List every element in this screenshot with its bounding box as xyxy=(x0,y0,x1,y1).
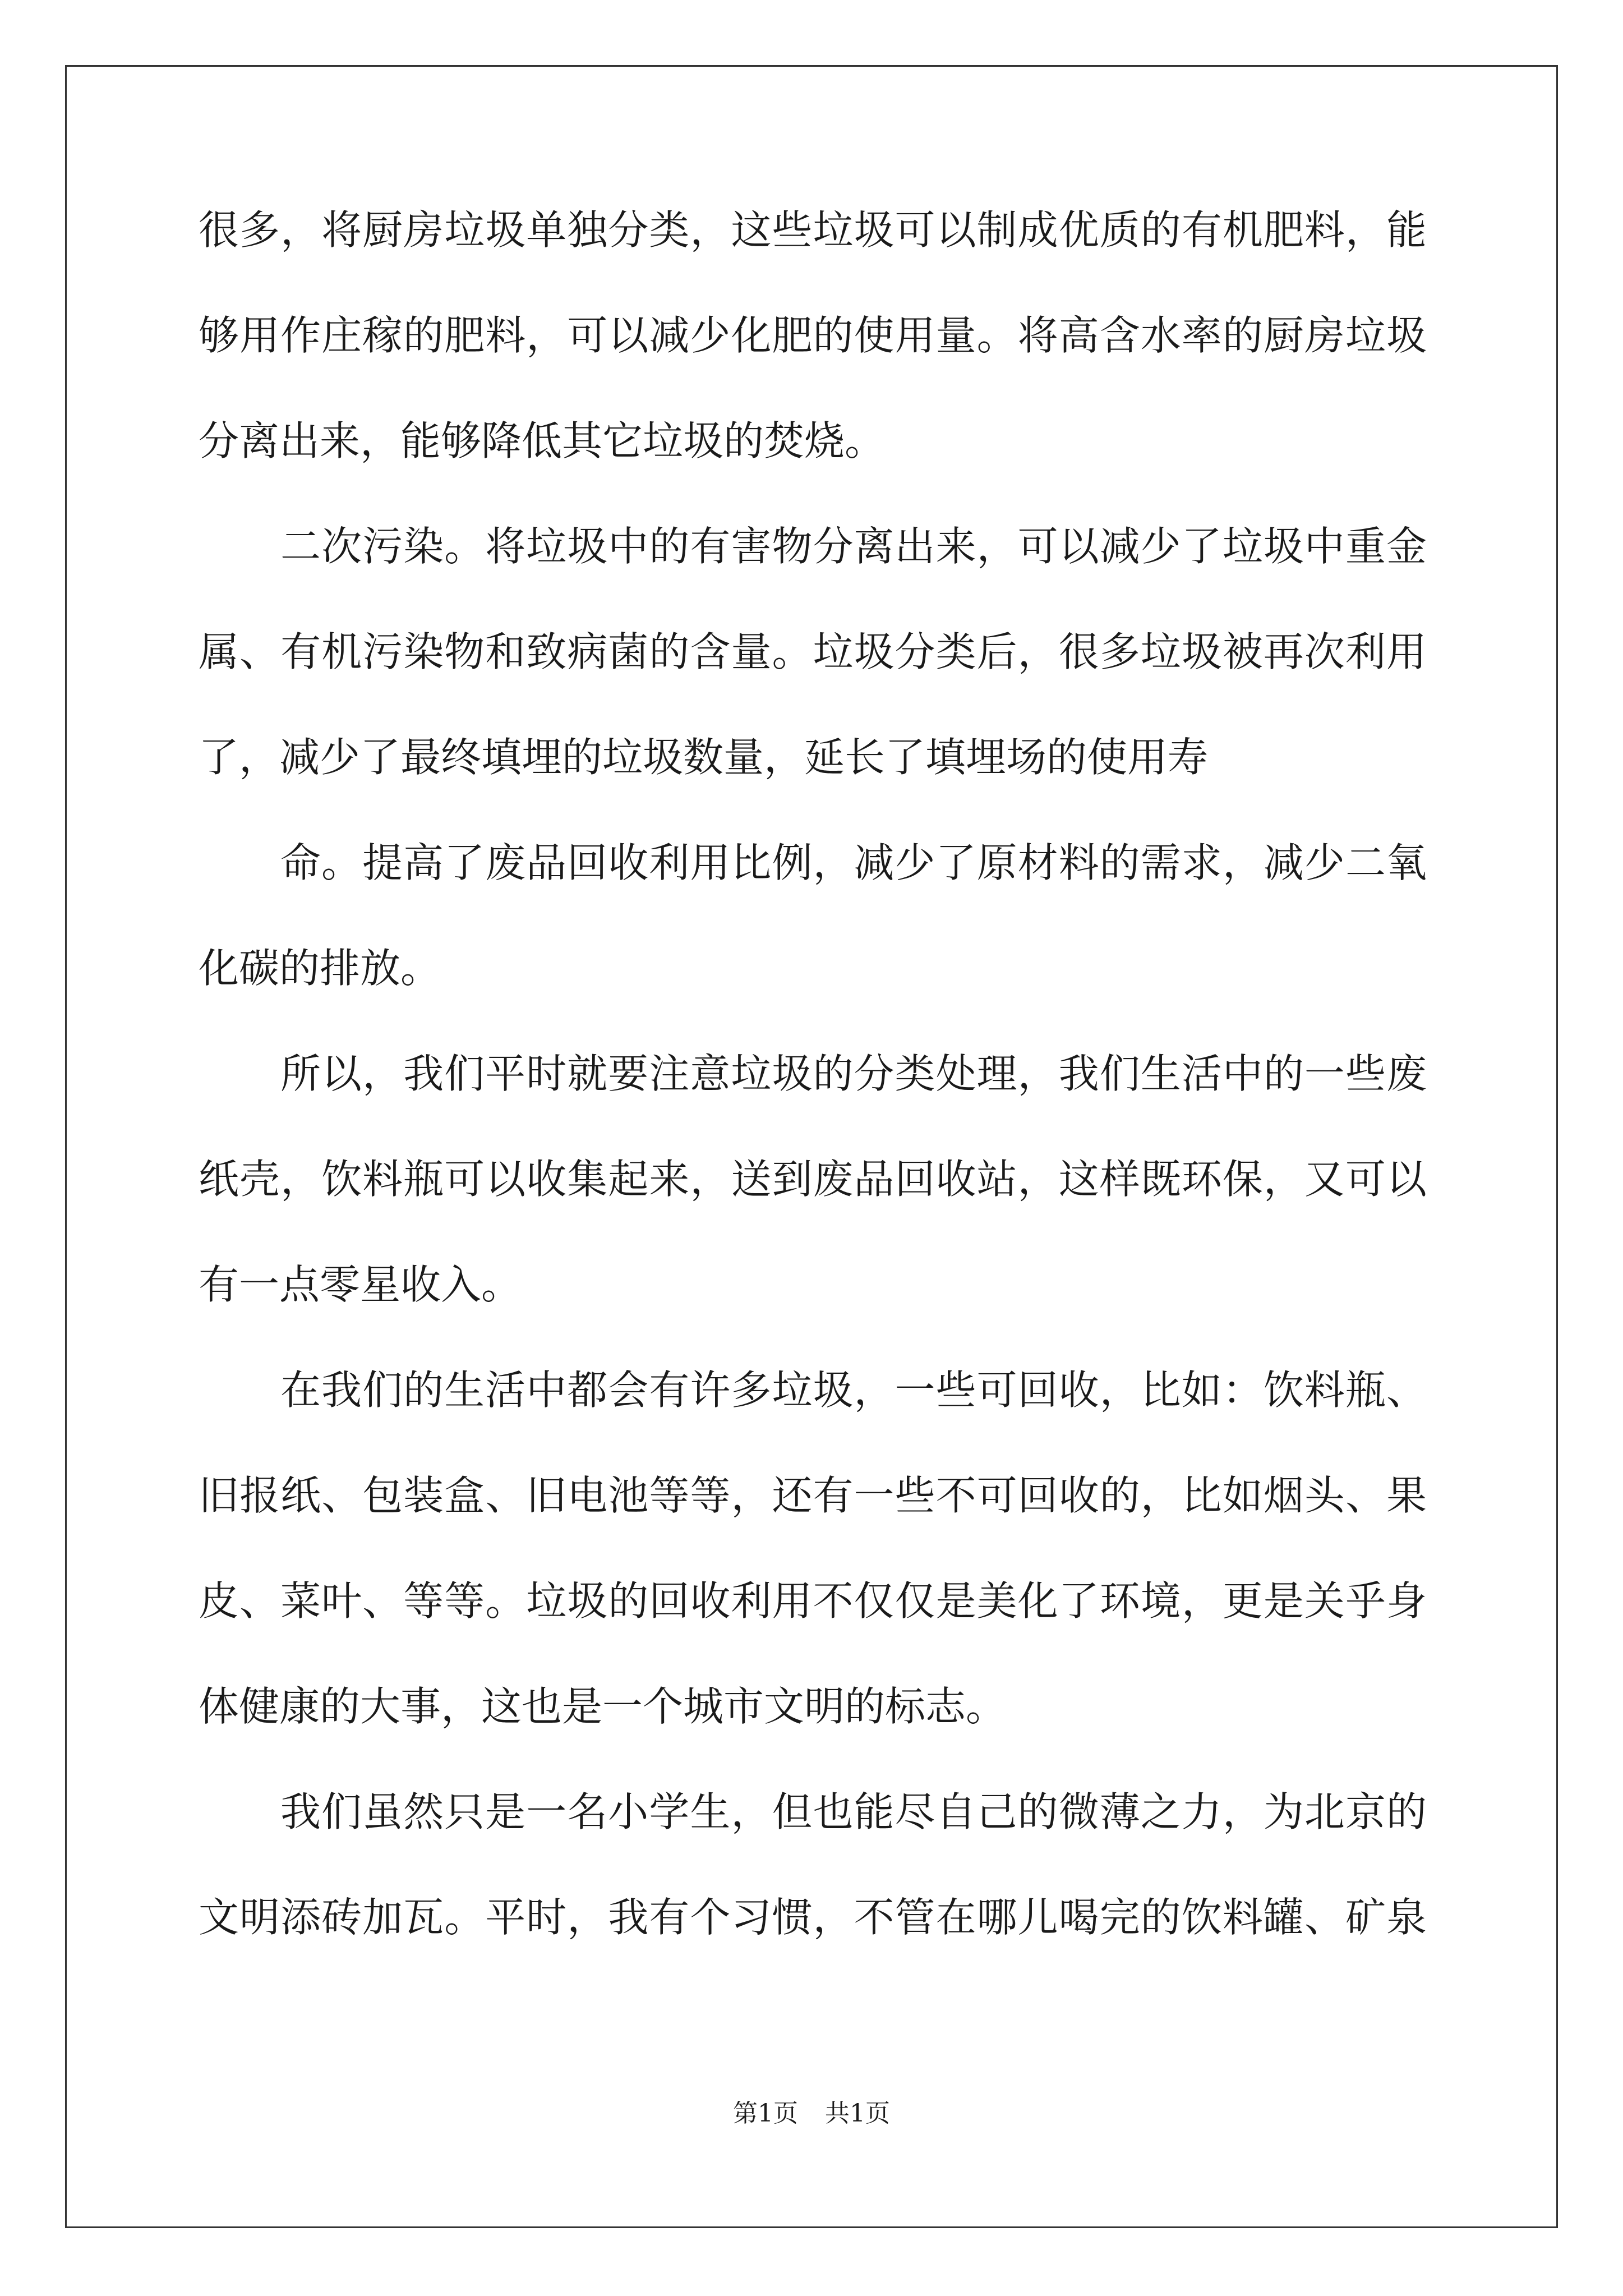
text-line: 属、有机污染物和致病菌的含量。垃圾分类后，很多垃圾被再次利用 xyxy=(199,628,1427,675)
text-line: 二次污染。将垃圾中的有害物分离出来，可以减少了垃圾中重金 xyxy=(280,523,1427,570)
text-line: 有一点零星收入。 xyxy=(199,1261,522,1308)
page-number: 第1页 xyxy=(733,2099,798,2128)
text-line: 所以，我们平时就要注意垃圾的分类处理，我们生活中的一些废 xyxy=(280,1050,1427,1097)
page-footer xyxy=(0,2097,1623,2131)
text-line: 文明添砖加瓦。平时，我有个习惯，不管在哪儿喝完的饮料罐、矿泉 xyxy=(199,1894,1427,1941)
text-line: 旧报纸、包装盒、旧电池等等，还有一些不可回收的，比如烟头、果 xyxy=(199,1472,1427,1519)
text-line: 皮、菜叶、等等。垃圾的回收利用不仅仅是美化了环境，更是关乎身 xyxy=(199,1577,1427,1625)
text-line: 化碳的排放。 xyxy=(199,945,441,992)
text-line: 体健康的大事，这也是一个城市文明的标志。 xyxy=(199,1683,1007,1730)
text-line: 在我们的生活中都会有许多垃圾，一些可回收，比如：饮料瓶、 xyxy=(280,1366,1427,1414)
text-line: 够用作庄稼的肥料，可以减少化肥的使用量。将高含水率的厨房垃圾 xyxy=(199,312,1427,359)
text-line: 纸壳，饮料瓶可以收集起来，送到废品回收站，这样既环保，又可以 xyxy=(199,1156,1427,1203)
text-line: 分离出来，能够降低其它垃圾的焚烧。 xyxy=(199,417,886,464)
text-line: 我们虽然只是一名小学生，但也能尽自己的微薄之力，为北京的 xyxy=(280,1788,1427,1835)
text-line: 了，减少了最终填埋的垃圾数量，延长了填埋场的使用寿 xyxy=(199,734,1209,781)
page-total: 共1页 xyxy=(825,2099,890,2128)
text-line: 命。提高了废品回收利用比例，减少了原材料的需求，减少二氧 xyxy=(280,839,1427,886)
text-line: 很多，将厨房垃圾单独分类，这些垃圾可以制成优质的有机肥料，能 xyxy=(199,206,1427,254)
